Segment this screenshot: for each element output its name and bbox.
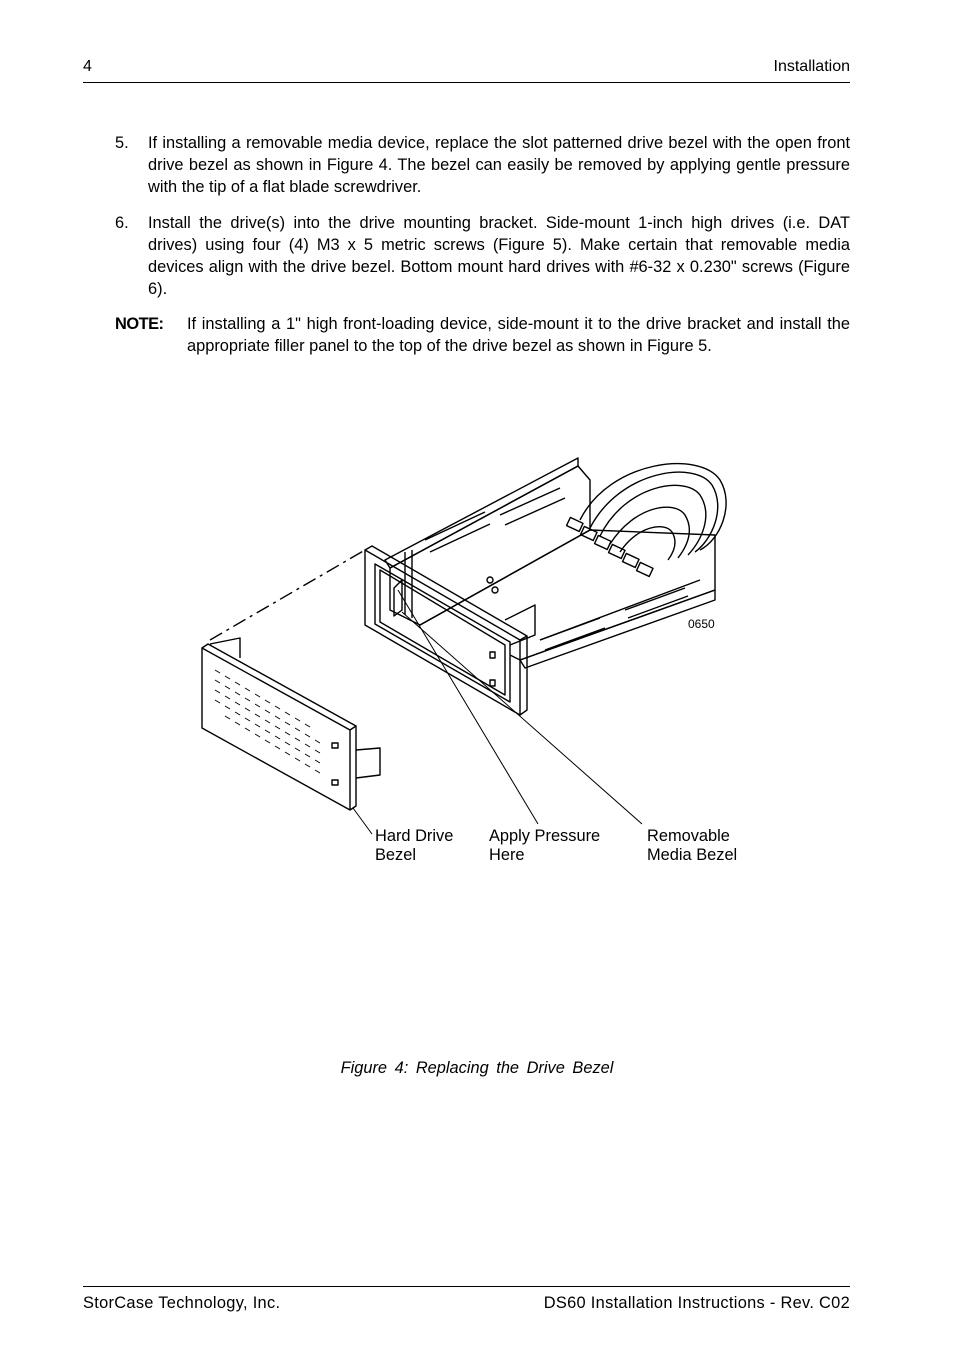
step-6 [115, 212, 850, 300]
note-block [115, 313, 850, 357]
drive-mounting-bracket [385, 458, 715, 668]
footer-document-title: DS60 Installation Instructions - Rev. C02 [543, 1294, 850, 1312]
step-5 [115, 132, 850, 198]
leader-hard-drive-bezel [353, 808, 372, 834]
hard-drive-bezel [202, 638, 380, 810]
section-title: Installation [773, 58, 850, 75]
step-text: Install the drive(s) into the drive mounting bracket. Side-mount 1-inch high drives (i.e. DAT drives) using four (4) M3 x 5 metric screws (Figure 5). Make certain that removable media devices align with the drive bezel. Bottom mount hard drives with #6-32 x 0.230" screws (Figure 6). [148, 214, 850, 298]
callout-apply-pressure-line2: Here [489, 846, 525, 864]
footer-company: StorCase Technology, Inc. [83, 1294, 281, 1312]
removable-media-bezel [365, 546, 527, 715]
connector-row [567, 517, 653, 576]
callout-hard-drive-line1: Hard Drive [375, 827, 454, 845]
leader-apply-pressure [398, 590, 538, 824]
callout-removable-line2: Media Bezel [647, 846, 738, 864]
step-text: If installing a removable media device, replace the slot patterned drive bezel with the open front drive bezel as shown in Figure 4. The bezel can easily be removed by applying gentle pressure with the tip of a flat blade screwdriver. [148, 134, 850, 196]
drive-bracket-illustration [180, 440, 780, 880]
callout-removable-line1: Removable [647, 827, 730, 845]
page-number: 4 [83, 58, 92, 75]
note-label: NOTE: [115, 315, 164, 333]
figure-drive-bezel [180, 440, 780, 880]
alignment-line [210, 550, 365, 640]
page-header [83, 58, 850, 83]
cable-loops [580, 464, 726, 560]
callout-apply-pressure-line1: Apply Pressure [489, 827, 601, 845]
callout-hard-drive-line2: Bezel [375, 846, 417, 864]
bezel-slot-pattern [215, 670, 320, 773]
page-footer [83, 1286, 850, 1312]
note-text: If installing a 1" high front-loading device, side-mount it to the drive bracket and install the appropriate filler panel to the top of the drive bezel as shown in Figure 5. [187, 315, 850, 355]
figure-caption: Figure 4: Replacing the Drive Bezel [340, 1059, 614, 1077]
leader-removable-media-bezel [402, 612, 642, 824]
step-number: 5. [115, 134, 129, 152]
step-number: 6. [115, 214, 129, 232]
part-number-label: 0650 [688, 617, 715, 631]
